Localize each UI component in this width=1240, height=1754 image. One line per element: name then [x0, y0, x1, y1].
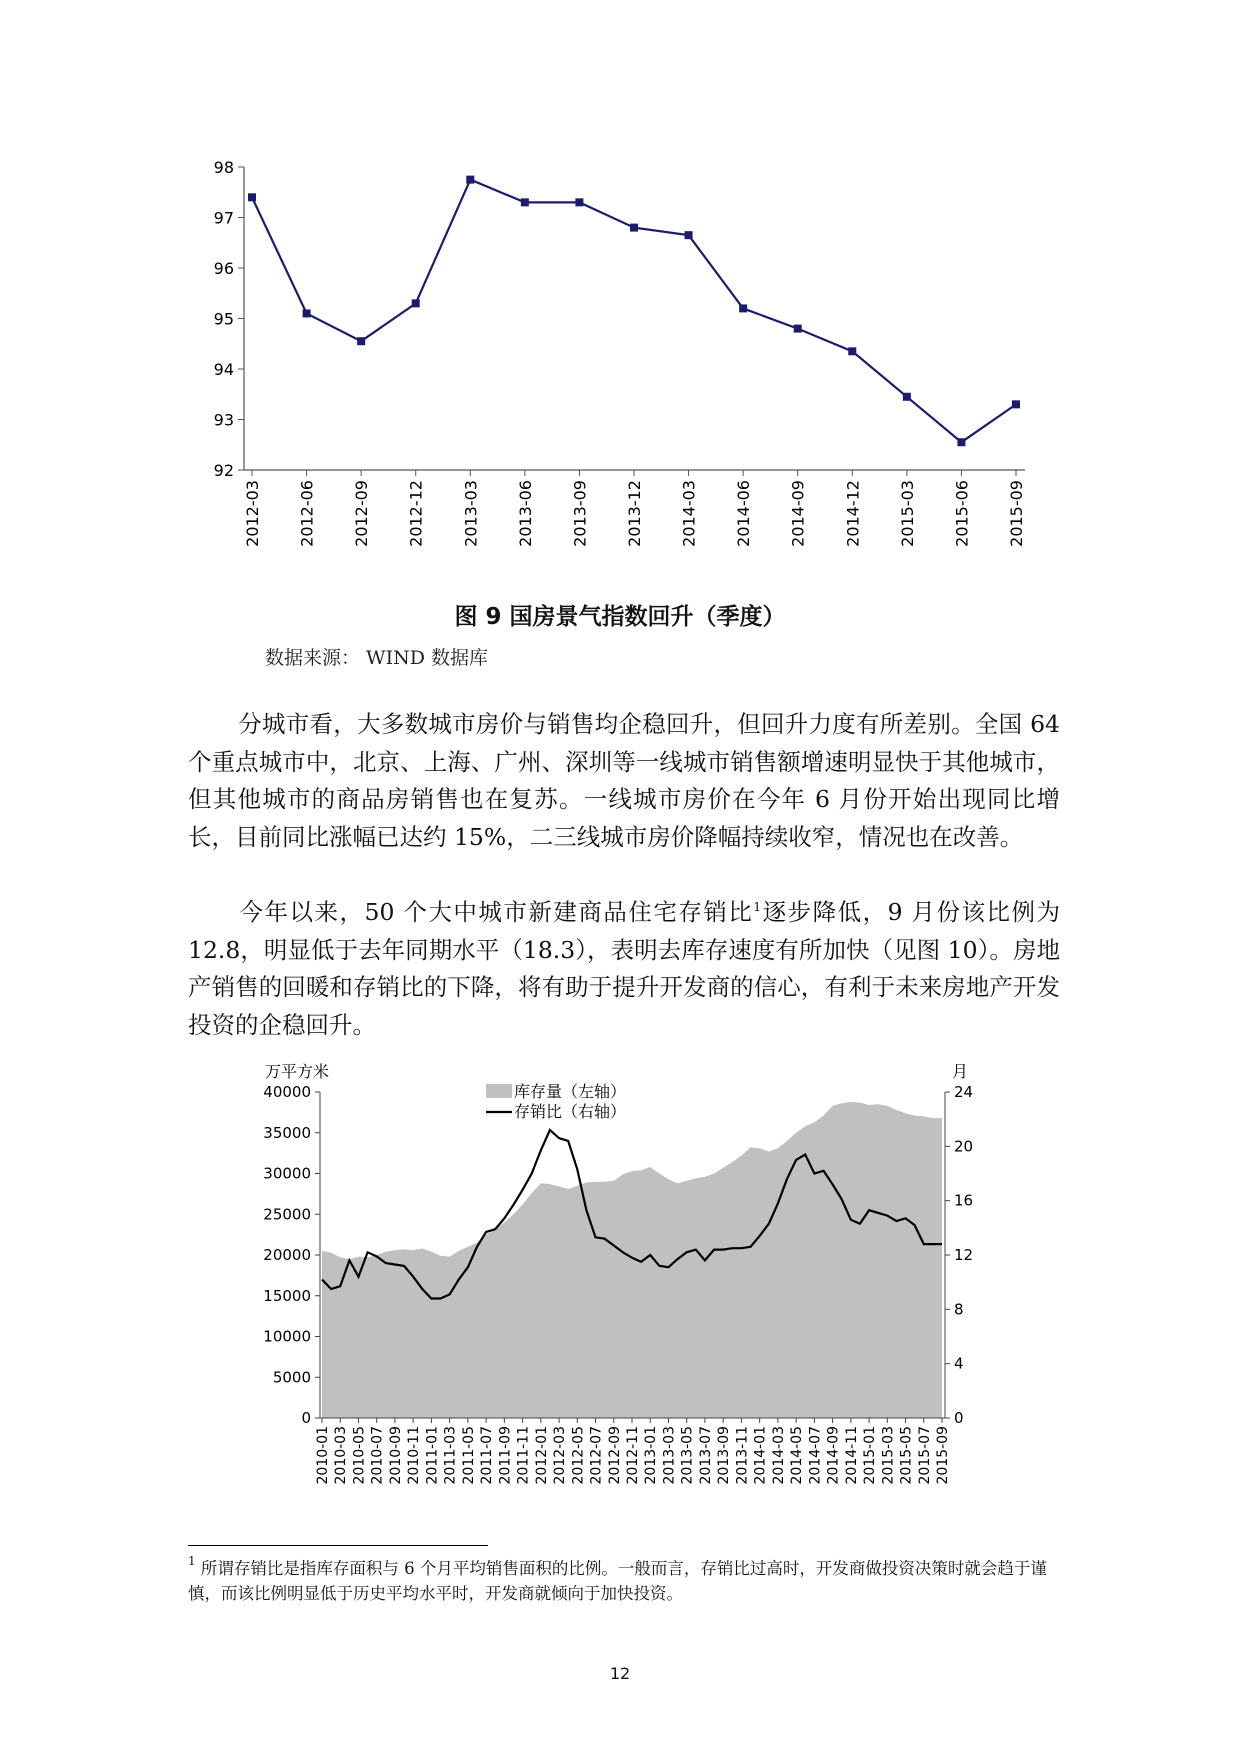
- x-tick-label: 2014-12: [843, 480, 863, 547]
- x-tick-label: 2015-03: [897, 480, 917, 547]
- x-tick-label: 2012-05: [570, 1426, 587, 1485]
- series-line-index: [252, 180, 1016, 443]
- data-point: [685, 231, 693, 239]
- x-tick-label: 2014-01: [752, 1426, 769, 1485]
- data-point: [303, 309, 311, 317]
- paragraph-1-text: 分城市看，大多数城市房价与销售均企稳回升，但回升力度有所差别。全国 64 个重点城市中，北京、上海、广州、深圳等一线城市销售额增速明显快于其他城市，但其他城市的商品房销售也在复苏。一线城市房价在今年 6 月份开始出现同比增长，目前同比涨幅已达约 15%，二三线城市房价降幅持续收窄，情况也在改善。: [188, 710, 1060, 851]
- x-tick-label: 2012-03: [243, 480, 262, 547]
- x-tick-label: 2010-09: [387, 1426, 404, 1485]
- y-left-tick-label: 20000: [263, 1246, 311, 1264]
- x-tick-label: 2013-07: [697, 1426, 714, 1485]
- x-tick-label: 2011-07: [479, 1426, 496, 1485]
- x-tick-label: 2014-03: [679, 480, 699, 547]
- data-point: [957, 438, 965, 446]
- chart-housing-climate-index: [0, 0, 1240, 580]
- x-tick-label: 2015-09: [1007, 480, 1026, 547]
- footnote-mark: 1: [188, 1554, 196, 1568]
- paragraph-2-text-a: 今年以来，50 个大中城市新建商品住宅存销比: [238, 898, 754, 926]
- data-point: [466, 176, 474, 184]
- x-tick-label: 2011-01: [424, 1426, 441, 1485]
- x-tick-label: 2013-12: [625, 480, 644, 547]
- x-tick-label: 2014-06: [734, 480, 754, 547]
- x-tick-label: 2013-03: [461, 480, 481, 547]
- x-tick-label: 2012-09: [606, 1426, 623, 1485]
- x-tick-label: 2012-06: [297, 480, 317, 547]
- x-tick-label: 2013-05: [679, 1426, 696, 1485]
- x-tick-label: 2015-09: [935, 1426, 951, 1485]
- y-right-tick-label: 24: [954, 1083, 974, 1101]
- data-point: [794, 325, 802, 333]
- x-tick-label: 2014-07: [807, 1426, 824, 1485]
- y-left-tick-label: 15000: [263, 1286, 311, 1305]
- x-tick-label: 2013-06: [515, 480, 535, 547]
- x-tick-label: 2012-07: [588, 1426, 605, 1485]
- x-tick-label: 2011-09: [497, 1426, 514, 1485]
- x-tick-label: 2015-01: [862, 1426, 879, 1485]
- x-tick-label: 2010-01: [315, 1426, 331, 1485]
- x-tick-label: 2012-12: [406, 480, 426, 547]
- y-tick-label: 95: [213, 309, 234, 329]
- y-left-tick-label: 5000: [272, 1368, 311, 1387]
- y-tick-label: 98: [213, 158, 234, 177]
- y-right-tick-label: 0: [954, 1409, 964, 1427]
- data-point: [575, 198, 583, 206]
- data-point: [903, 393, 911, 401]
- x-tick-label: 2013-11: [734, 1426, 751, 1485]
- y-axis-left-label: 万平方米: [265, 1062, 330, 1081]
- x-tick-label: 2015-07: [916, 1426, 933, 1485]
- x-tick-label: 2015-06: [952, 480, 972, 547]
- y-right-tick-label: 20: [954, 1137, 974, 1156]
- x-tick-label: 2012-09: [352, 480, 372, 547]
- data-point: [630, 224, 638, 232]
- footnote-separator: [188, 1545, 488, 1546]
- x-tick-label: 2013-01: [643, 1426, 660, 1485]
- data-point: [1012, 400, 1020, 408]
- y-right-tick-label: 12: [954, 1246, 974, 1264]
- y-tick-label: 96: [213, 259, 234, 278]
- x-tick-label: 2010-07: [369, 1426, 386, 1485]
- y-left-tick-label: 0: [301, 1409, 311, 1427]
- data-point: [357, 337, 365, 345]
- x-tick-label: 2013-09: [570, 480, 590, 547]
- paragraph-2-text-b: 逐步降低，9 月份该比例为 12.8，明显低于去年同期水平（18.3），表明去库存速度有所加快（见图 10）。房地产销售的回暖和存销比的下降，将有助于提升开发商的信心，有利于未来房地产开发投资的企稳回升。: [188, 898, 1061, 1039]
- data-point: [848, 347, 856, 355]
- footnote-text: 所谓存销比是指库存面积与 6 个月平均销售面积的比例。一般而言，存销比过高时，开发商做投资决策时就会趋于谨慎，而该比例明显低于历史平均水平时，开发商就倾向于加快投资。: [188, 1559, 1047, 1603]
- y-axis-right-label: 月: [952, 1062, 969, 1081]
- y-left-tick-label: 35000: [263, 1123, 311, 1142]
- legend-swatch-inventory: [486, 1084, 512, 1098]
- y-tick-label: 94: [213, 360, 234, 379]
- x-tick-label: 2012-01: [533, 1426, 550, 1485]
- x-tick-label: 2013-03: [661, 1426, 678, 1485]
- x-tick-label: 2010-03: [333, 1426, 350, 1485]
- y-tick-label: 93: [213, 410, 234, 430]
- y-tick-label: 97: [213, 208, 234, 228]
- x-tick-label: 2012-11: [625, 1426, 641, 1485]
- data-point: [521, 198, 529, 206]
- legend-label-inventory: 库存量（左轴）: [514, 1082, 627, 1101]
- data-point: [739, 304, 747, 312]
- page-number: 12: [609, 1664, 631, 1683]
- x-tick-label: 2014-05: [789, 1426, 806, 1485]
- chart-inventory-sales-ratio: [0, 1055, 1240, 1505]
- x-tick-label: 2013-09: [716, 1426, 733, 1485]
- paragraph-city-analysis: [188, 706, 1060, 856]
- x-tick-label: 2015-03: [880, 1426, 897, 1485]
- x-tick-label: 2015-05: [898, 1426, 915, 1485]
- footnote-ref[interactable]: 1: [753, 900, 762, 914]
- data-point: [248, 193, 256, 201]
- x-tick-label: 2012-03: [552, 1426, 569, 1485]
- paragraph-inventory-ratio: [188, 894, 1060, 1044]
- y-left-tick-label: 30000: [263, 1164, 311, 1183]
- figure-9-caption: 图 9 国房景气指数回升（季度）: [454, 604, 786, 630]
- y-left-tick-label: 25000: [263, 1205, 311, 1224]
- x-tick-label: 2014-09: [825, 1426, 842, 1485]
- x-tick-label: 2011-05: [460, 1426, 477, 1485]
- x-tick-label: 2011-03: [442, 1426, 459, 1485]
- x-tick-label: 2014-09: [788, 480, 808, 547]
- series-area-inventory: [322, 1102, 942, 1418]
- y-left-tick-label: 40000: [263, 1083, 311, 1101]
- y-right-tick-label: 8: [954, 1300, 964, 1319]
- y-tick-label: 92: [213, 461, 234, 480]
- x-tick-label: 2010-11: [406, 1426, 423, 1485]
- y-right-tick-label: 4: [954, 1354, 964, 1373]
- y-right-tick-label: 16: [954, 1191, 974, 1210]
- y-left-tick-label: 10000: [263, 1327, 311, 1346]
- x-tick-label: 2011-11: [515, 1426, 532, 1485]
- legend: [486, 1082, 626, 1121]
- x-tick-label: 2014-11: [843, 1426, 860, 1485]
- data-point: [412, 299, 420, 307]
- figure-9-source: 数据来源： WIND 数据库: [265, 647, 488, 669]
- footnote: [188, 1556, 1060, 1606]
- legend-label-ratio: 存销比（右轴）: [514, 1102, 627, 1121]
- x-tick-label: 2010-05: [351, 1426, 368, 1485]
- x-tick-label: 2014-03: [770, 1426, 787, 1485]
